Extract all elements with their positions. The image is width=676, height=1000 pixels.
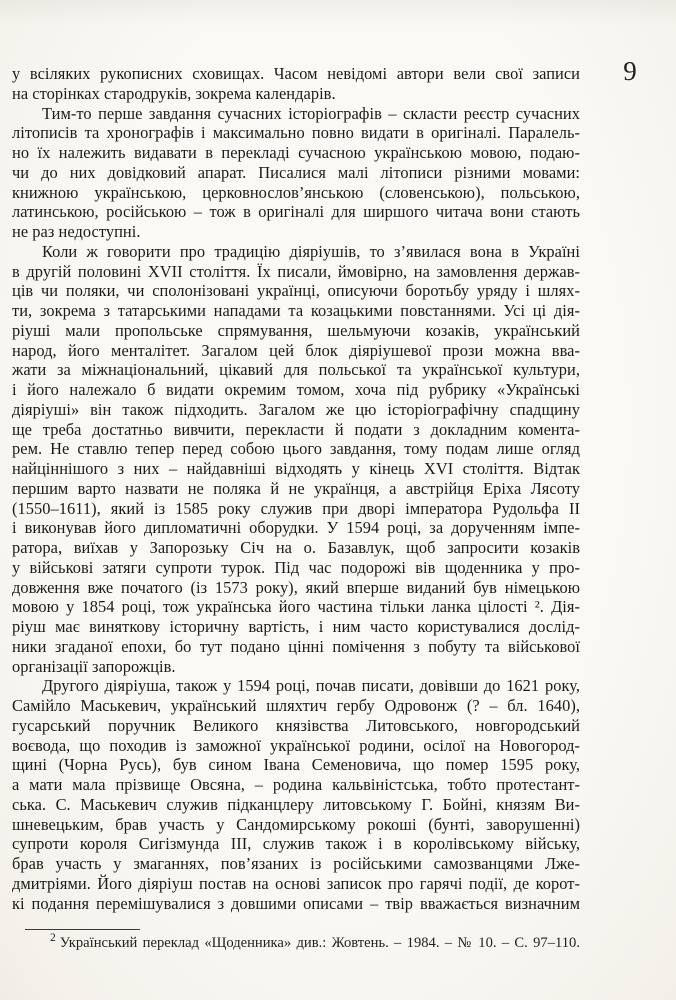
text-line: і його належало б видати окремим томом, хоча під рубрику «Українські (12, 380, 580, 399)
text-line: ців чи поляки, чи сполонізовані українці, описуючи боротьбу уряду і шлях- (12, 281, 580, 301)
text-line: організації запорожців. (12, 656, 176, 676)
paragraph (12, 676, 580, 913)
text-line: довження вже початого (із 1573 року), який вперше виданий був німецькою (12, 577, 580, 597)
footnote-marker: 2 (50, 932, 56, 945)
text-line: кі подання перемішувалися з довшими описами – твір вважається визначним (12, 893, 580, 913)
text-line: чи до них довідковий апарат. Писалися малі літописи різними мовами: (12, 162, 580, 182)
paragraph (12, 64, 580, 104)
text-line: дмитріями. Його діяріуш постав на основі записок про гарячі події, де корот- (12, 873, 580, 893)
text-line: Самійло Маськевич, український шляхтич гербу Одровонж (? – бл. 1640), (12, 696, 580, 715)
text-line: ще треба достатньо вивчити, перекласти й подати з докладним комента- (12, 419, 580, 439)
text-line: а мати мала прізвище Овсяна, – родина кальвіністська, тобто протестант- (12, 775, 580, 794)
footnote-text (12, 934, 580, 952)
text-line: жати за міжнаціональний, цікавий для польської та української культури, (12, 360, 580, 380)
text-line: ники згаданої епохи, бо тут подано цінні помічення з побуту та військової (12, 636, 580, 656)
footnote-body: Український переклад «Щоденника» див.: Жовтень. – 1984. – № 10. – С. 97–110. (59, 935, 580, 951)
text-line: ріуші мали пропольське спрямування, шельмуючи козаків, український (12, 320, 580, 340)
text-line: гусарський поручник Великого князівства Литовського, новгородський (12, 715, 580, 735)
text-line: ти, зокрема з татарськими нападами та козацькими повстаннями. Усі ці дія- (12, 301, 580, 320)
text-line: рем. Не ставлю тепер перед собою цього завдання, тому подам лише огляд (12, 439, 580, 459)
text-line: шневецьким, брав участь у Сандомирському рокоші (бунті, заворушенні) (12, 814, 580, 834)
text-line: ратора, виїхав у Запорозьку Січ на о. Базавлук, щоб запросити козаків (12, 538, 580, 557)
paragraph (12, 242, 580, 677)
text-line: у всіляких рукописних сховищах. Часом невідомі автори вели свої записи (12, 64, 580, 83)
text-line: латинською, російською – тож в оригіналі для ширшого читача вони стають (12, 202, 580, 222)
text-line: Тим-то перше завдання сучасних історіографів – скласти реєстр сучасних (42, 103, 580, 123)
text-line: діяріуші» він також підходить. Загалом же цю історіографічну спадщину (12, 399, 580, 419)
text-line: но їх належить видавати в перекладі сучасною українською мовою, подаю- (12, 143, 580, 162)
text-line: ріуш має виняткову історичну вартість, і ним часто користувалися дослід- (12, 617, 580, 636)
paragraph (12, 104, 580, 242)
text-line: супроти короля Сигізмунда III, служив також і в королівському війську, (12, 834, 580, 854)
footnote-rule (25, 929, 140, 930)
text-line: у військові затяги супроти турок. Під час подорожі вів щоденника у про- (12, 557, 580, 577)
text-line: літописів та хронографів і максимально повно видати в оригіналі. Паралель- (12, 123, 580, 143)
text-block (12, 64, 580, 913)
text-line: першим варто назвати не поляка й не українця, а австрійця Еріха Лясоту (12, 478, 580, 498)
text-line: книжною українською, церковнослов’янською (словенською), польською, (12, 182, 580, 202)
page-number: 9 (623, 56, 637, 86)
text-line: Коли ж говорити про традицію діяріушів, то з’явилася вона в Україні (42, 241, 580, 261)
text-line: і виконував його дипломатичні оборудки. У 1594 році, за дорученням імпе- (12, 518, 580, 538)
footnote (12, 929, 580, 952)
text-line: в другій половині XVII століття. Їх писали, ймовірно, на замовлення держав- (12, 261, 580, 281)
text-line: мовою у 1854 році, тож українська його частина тільки ланка цілості ². Дія- (12, 597, 580, 617)
text-line: брав участь у змаганнях, пов’язаних із російськими самозванцями Лже- (12, 854, 580, 873)
text-line: щині (Чорна Русь), був сином Івана Семеновича, що помер 1595 року, (12, 755, 580, 775)
text-line: народ, його менталітет. Загалом цей блок діяріушевої прози можна вва- (12, 340, 580, 360)
text-line: воєвода, що походив із заможної української родини, осілої на Новогород- (12, 735, 580, 755)
text-line: на сторінках стародруків, зокрема календарів. (12, 83, 336, 103)
text-line: найціннішого з них – найдавніші відходять у кінець XVI століття. Відтак (12, 459, 580, 478)
text-line: (1550–1611), який із 1585 року служив при дворі імператора Рудольфа II (12, 498, 580, 518)
text-line: Другого діяріуша, також у 1594 році, почав писати, довівши до 1621 року, (42, 676, 580, 696)
text-line: ська. С. Маськевич служив підканцлеру литовському Г. Бойні, князям Ви- (12, 794, 580, 814)
text-line: не раз недоступні. (12, 222, 141, 241)
